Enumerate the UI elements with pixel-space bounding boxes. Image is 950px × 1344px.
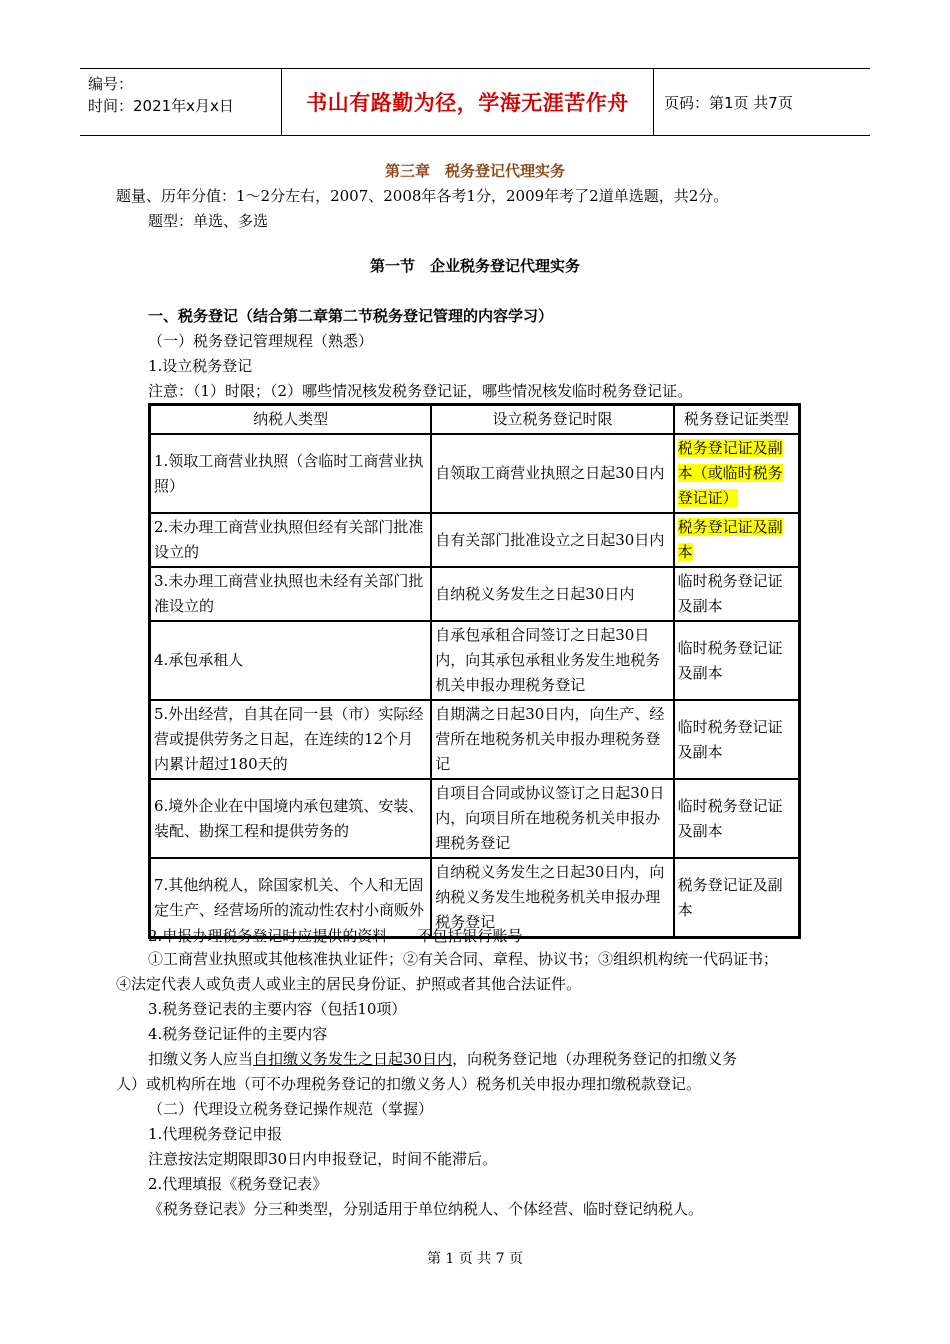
number-label: 编号： <box>88 75 134 93</box>
time-limit-cell: 自纳税义务发生之日起30日内，向纳税义务发生地税务机关申报办理税务登记 <box>431 858 673 937</box>
intro-line: 题量、历年分值：1～2分左右，2007、2008年各考1分，2009年考了2道单选题，共2分。 <box>116 187 729 205</box>
note-2: 注意按法定期限即30日内申报登记，时间不能滞后。 <box>148 1150 498 1168</box>
header-meta <box>80 69 282 135</box>
header-page-label: 页码：第1页 共7页 <box>664 93 793 112</box>
cert-type-cell <box>674 434 799 513</box>
highlighted-cert-text: 税务登记证及副本（或临时税务登记证） <box>677 439 783 507</box>
taxpayer-type-cell: 2.未办理工商营业执照但经有关部门批准设立的 <box>150 513 431 567</box>
heading-1: 一、税务登记（结合第二章第二节税务登记管理的内容学习） <box>148 307 554 325</box>
table-header-cell: 税务登记证类型 <box>674 405 799 434</box>
cert-type-cell: 临时税务登记证及副本 <box>674 779 799 858</box>
table-row <box>150 700 799 779</box>
note-1: 注意：（1）时限；（2）哪些情况核发税务登记证，哪些情况核发临时税务登记证。 <box>148 382 693 400</box>
time-label: 时间：2021年x月x日 <box>88 97 234 115</box>
table-row <box>150 434 799 513</box>
paragraph-text: 扣缴义务人应当 <box>148 1050 254 1068</box>
form-types-paragraph: 《税务登记表》分三种类型，分别适用于单位纳税人、个体经营、临时登记纳税人。 <box>148 1200 704 1218</box>
time-limit-cell: 自纳税义务发生之日起30日内 <box>431 567 673 621</box>
item-2-materials-b: ④法定代表人或负责人或业主的居民身份证、护照或者其他合法证件。 <box>116 975 582 993</box>
underlined-deadline: 自扣缴义务发生之日起30日内 <box>253 1050 453 1068</box>
time-limit-cell: 自项目合同或协议签订之日起30日内，向项目所在地税务机关申报办理税务登记 <box>431 779 673 858</box>
table-row <box>150 621 799 700</box>
table-row <box>150 567 799 621</box>
table-header-row <box>150 405 799 434</box>
table-header-cell: 设立税务登记时限 <box>431 405 673 434</box>
item-5: 1.代理税务登记申报 <box>148 1125 283 1143</box>
taxpayer-type-cell: 6.境外企业在中国境内承包建筑、安装、装配、勘探工程和提供劳务的 <box>150 779 431 858</box>
item-6: 2.代理填报《税务登记表》 <box>148 1175 328 1193</box>
question-type: 题型：单选、多选 <box>148 212 269 230</box>
section-title: 第一节 企业税务登记代理实务 <box>369 257 580 275</box>
page-footer: 第 1 页 共 7 页 <box>426 1251 524 1267</box>
cert-type-cell: 临时税务登记证及副本 <box>674 567 799 621</box>
taxpayer-type-cell: 3.未办理工商营业执照也未经有关部门批准设立的 <box>150 567 431 621</box>
taxpayer-type-cell: 4.承包承租人 <box>150 621 431 700</box>
item-2: 2.申报办理税务登记时应提供的资料——不包括银行账号 <box>148 927 523 945</box>
subheading-2: （二）代理设立税务登记操作规范（掌握） <box>148 1100 434 1118</box>
header-motto: 书山有路勤为径，学海无涯苦作舟 <box>282 69 654 135</box>
chapter-title: 第三章 税务登记代理实务 <box>384 162 565 180</box>
cert-type-cell: 临时税务登记证及副本 <box>674 621 799 700</box>
item-2-materials-a: ①工商营业执照或其他核准执业证件；②有关合同、章程、协议书；③组织机构统一代码证书； <box>148 950 779 968</box>
registration-table <box>148 403 801 939</box>
page-header <box>80 68 870 136</box>
cert-type-cell <box>674 513 799 567</box>
taxpayer-type-cell: 5.外出经营，自其在同一县（市）实际经营或提供劳务之日起，在连续的12个月内累计超过180天的 <box>150 700 431 779</box>
time-limit-cell: 自领取工商营业执照之日起30日内 <box>431 434 673 513</box>
withholding-paragraph-b: 人）或机构所在地（可不办理税务登记的扣缴义务人）税务机关申报办理扣缴税款登记。 <box>116 1075 702 1093</box>
time-limit-cell: 自承包承租合同签订之日起30日内，向其承包承租业务发生地税务机关申报办理税务登记 <box>431 621 673 700</box>
cert-type-cell: 临时税务登记证及副本 <box>674 700 799 779</box>
item-1: 1.设立税务登记 <box>148 357 253 375</box>
time-limit-cell: 自有关部门批准设立之日起30日内 <box>431 513 673 567</box>
time-limit-cell: 自期满之日起30日内，向生产、经营所在地税务机关申报办理税务登记 <box>431 700 673 779</box>
paragraph-text: ，向税务登记地（办理税务登记的扣缴义务 <box>452 1050 738 1068</box>
highlighted-cert-text: 税务登记证及副本 <box>677 518 783 561</box>
table-row <box>150 779 799 858</box>
table-row <box>150 513 799 567</box>
withholding-paragraph-a <box>148 1048 737 1070</box>
subheading-1: （一）税务登记管理规程（熟悉） <box>148 332 374 350</box>
item-3: 3.税务登记表的主要内容（包括10项） <box>148 1000 407 1018</box>
table-header-cell: 纳税人类型 <box>150 405 431 434</box>
item-4: 4.税务登记证件的主要内容 <box>148 1025 328 1043</box>
taxpayer-type-cell: 7.其他纳税人，除国家机关、个人和无固定生产、经营场所的流动性农村小商贩外 <box>150 858 431 937</box>
taxpayer-type-cell: 1.领取工商营业执照（含临时工商营业执照） <box>150 434 431 513</box>
cert-type-cell: 税务登记证及副本 <box>674 858 799 937</box>
